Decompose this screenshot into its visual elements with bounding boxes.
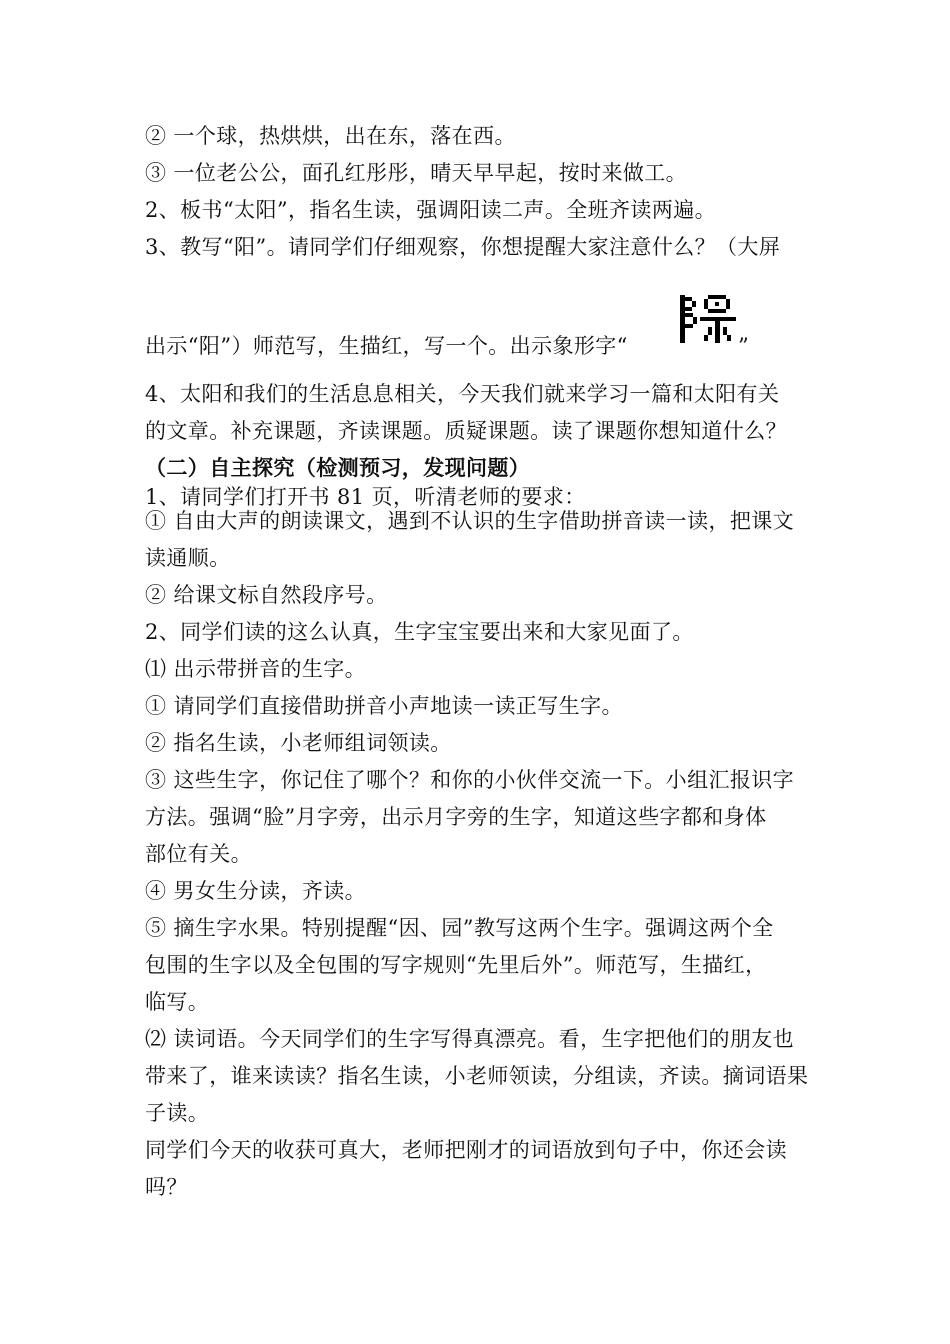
task-2-item-5-cont-2: 临写。 <box>145 990 210 1014</box>
step-3-line: 3、教写“阳”。请同学们仔细观察，你想提醒大家注意什么？（大屏 <box>145 235 781 259</box>
task-1-line: 1、请同学们打开书 81 页，听清老师的要求： <box>145 485 586 509</box>
task-1-item-2: ② 给课文标自然段序号。 <box>145 583 388 607</box>
task-2-item-4: ④ 男女生分读，齐读。 <box>145 879 367 903</box>
task-2-sub-2: ⑵ 读词语。今天同学们的生字写得真漂亮。看，生字把他们的朋友也 <box>145 1027 795 1051</box>
task-2-item-3-cont-2: 部位有关。 <box>145 842 252 866</box>
task-2-item-3: ③ 这些生字，你记住了哪个？和你的小伙伴交流一下。小组汇报识字 <box>145 768 795 792</box>
step-4-line-2: 的文章。补充课题，齐读课题。质疑课题。读了课题你想知道什么？ <box>145 419 787 443</box>
task-2-line: 2、同学们读的这么认真，生字宝宝要出来和大家见面了。 <box>145 620 694 644</box>
task-2-item-5: ⑤ 摘生字水果。特别提醒“因、园”教写这两个生字。强调这两个全 <box>145 916 774 940</box>
closing-line-1: 同学们今天的收获可真大，老师把刚才的词语放到句子中，你还会读 <box>145 1138 787 1162</box>
task-2-item-5-cont-1: 包围的生字以及全包围的写字规则“先里后外”。师范写，生描红， <box>145 953 767 977</box>
task-2-item-1: ① 请同学们直接借助拼音小声地读一读正写生字。 <box>145 694 623 718</box>
task-2-item-2: ② 指名生读，小老师组词领读。 <box>145 731 452 755</box>
closing-quote: ” <box>738 334 750 358</box>
closing-line-2: 吗？ <box>145 1175 188 1199</box>
section-heading: （二）自主探究（检测预习，发现问题） <box>145 455 531 480</box>
step-4-line-1: 4、太阳和我们的生活息息相关，今天我们就来学习一篇和太阳有关 <box>145 382 780 406</box>
pictograph-yang-icon <box>678 293 744 347</box>
riddle-line-3: ③ 一位老公公，面孔红彤彤，晴天早早起，按时来做工。 <box>145 161 688 185</box>
task-2-sub-2-cont-1: 带来了，谁来读读？指名生读，小老师领读，分组读，齐读。摘词语果 <box>145 1064 809 1088</box>
task-2-sub-2-cont-2: 子读。 <box>145 1101 210 1125</box>
task-2-sub-1: ⑴ 出示带拼音的生字。 <box>145 657 367 681</box>
riddle-line-2: ② 一个球，热烘烘，出在东，落在西。 <box>145 124 516 148</box>
step-3-text: 出示“阳”）师范写，生描红，写一个。出示象形字“ <box>145 334 628 358</box>
step-2-line: 2、板书“太阳”，指名生读，强调阳读二声。全班齐读两遍。 <box>145 198 717 222</box>
task-1-item-1: ① 自由大声的朗读课文，遇到不认识的生字借助拼音读一读，把课文 <box>145 509 795 533</box>
task-1-item-1-cont: 读通顺。 <box>145 546 231 570</box>
task-2-item-3-cont-1: 方法。强调“脸”月字旁，出示月字旁的生字，知道这些字都和身体 <box>145 805 767 829</box>
